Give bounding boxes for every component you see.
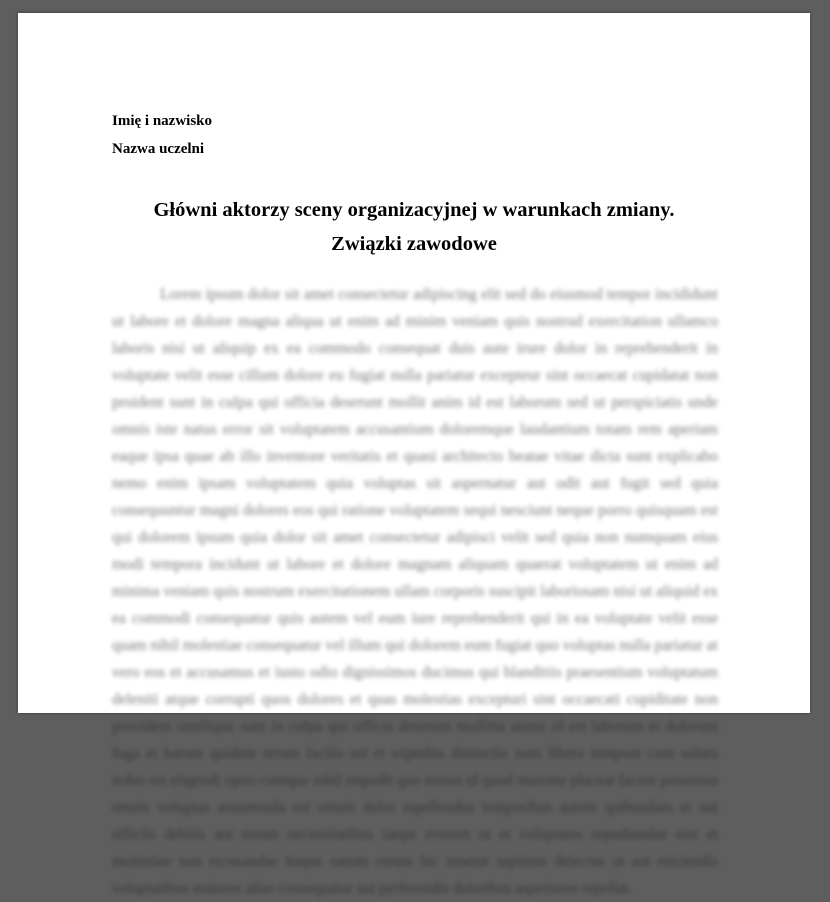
blurred-body-text: Lorem ipsum dolor sit amet consectetur adipiscing elit sed do eiusmod tempor incididunt ut labore et dolore magna aliqua ut enim ad minim veniam quis nostrud exercitation ullamco laboris nisi ut aliquip ex ea commodo consequat duis aute irure dolor in reprehenderit in voluptate velit esse cillum dolore eu fugiat nulla pariatur excepteur sint occaecat cupidatat non proident sunt in culpa qui officia deserunt mollit anim id est laborum sed ut perspiciatis unde omnis iste natus error sit voluptatem accusantium doloremque laudantium totam rem aperiam eaque ipsa quae ab illo inventore veritatis et quasi architecto beatae vitae dicta sunt explicabo nemo enim ipsam voluptatem quia voluptas sit aspernatur aut odit aut fugit sed quia consequuntur magni dolores eos qui ratione voluptatem sequi nesciunt neque porro quisquam est qui dolorem ipsum quia dolor sit amet consectetur adipisci velit sed quia non numquam eius modi tempora incidunt ut labore et dolore magnam aliquam quaerat voluptatem ut enim ad minima veniam quis nostrum exercitationem ullam corporis suscipit laboriosam nisi ut aliquid ex ea commodi consequatur quis autem vel eum iure reprehenderit qui in ea voluptate velit esse quam nihil molestiae consequatur vel illum qui dolorem eum fugiat quo voluptas nulla pariatur at vero eos et accusamus et iusto odio dignissimos ducimus qui blanditiis praesentium voluptatum deleniti atque corrupti quos dolores et quas molestias excepturi sint occaecati cupiditate non provident similique sunt in culpa qui officia deserunt mollitia animi id est laborum et dolorum fuga et harum quidem rerum facilis est et expedita distinctio nam libero tempore cum soluta nobis est eligendi optio cumque nihil impedit quo minus id quod maxime placeat facere possimus omnis voluptas assumenda est omnis dolor repellendus temporibus autem quibusdam et aut officiis debitis aut rerum necessitatibus saepe eveniet ut et voluptates repudiandae sint et molestiae non recusandae itaque earum rerum hic tenetur sapiente delectus ut aut reiciendis voluptatibus maiores alias consequatur aut perferendis doloribus asperiores repellat. <box>112 286 718 897</box>
document-title <box>18 193 810 261</box>
author-name: Imię i nazwisko <box>112 113 213 129</box>
author-block <box>112 107 212 163</box>
title-line-2: Związki zawodowe <box>331 233 497 255</box>
university-name: Nazwa uczelni <box>112 141 205 157</box>
document-page <box>18 13 810 897</box>
title-line-1: Główni aktorzy sceny organizacyjnej w warunkach zmiany. <box>153 199 675 221</box>
